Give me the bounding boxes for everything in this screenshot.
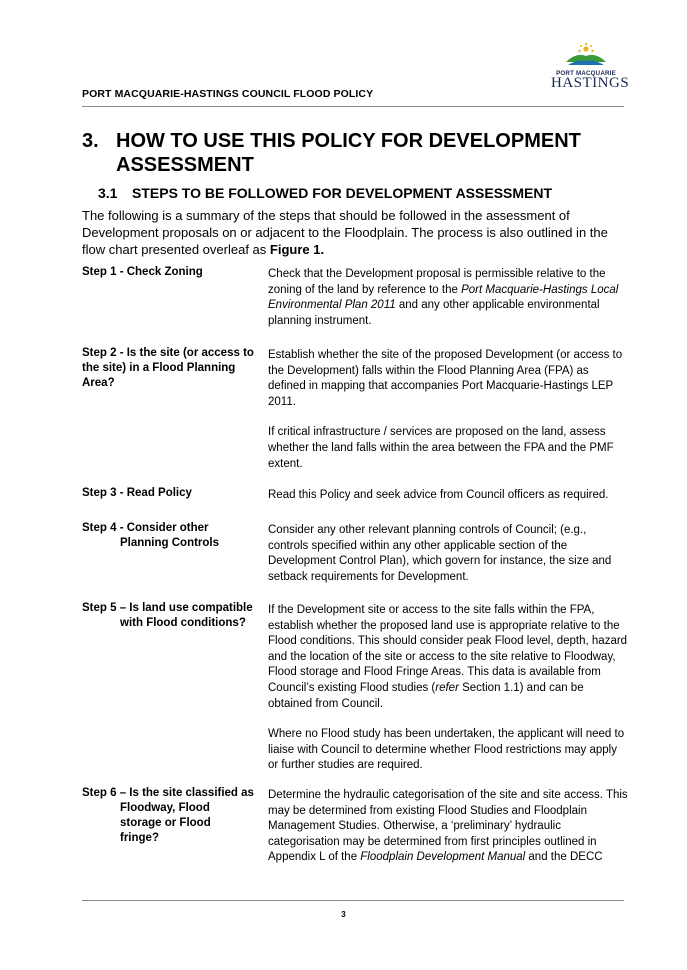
step-5-text <box>268 603 628 789</box>
step-4-label-line-1: Step 4 - Consider other <box>82 522 209 534</box>
step-6-label-line-2: Floodway, Flood <box>120 802 210 814</box>
step-6-text <box>268 788 628 866</box>
step-6-label-line-4: fringe? <box>120 832 159 844</box>
step-1-text-a: Check that the Development proposal is permissible relative to the zoning of the land by reference to the <box>268 268 606 296</box>
step-6-manual-title: Floodplain Development Manual <box>360 851 526 864</box>
step-6-label-line-1: Step 6 – Is the site classified as <box>82 787 254 799</box>
step-6-text-a: Determine the hydraulic categorisation of the site and site access. This may be determined from existing Flood Studies and Floodplain Management Studies. Otherwise, a ‘preliminary’ hydraulic categorisation may be determined from first principles outlined in Appendix L of the <box>268 789 628 864</box>
step-4-label-line-2: Planning Controls <box>120 537 220 549</box>
step-3-label: Step 3 - Read Policy <box>82 487 192 499</box>
logo-line-1: PORT MACQUARIE <box>556 70 616 77</box>
step-5-label-line-1: Step 5 – Is land use compatible <box>82 602 253 614</box>
subsection-number: 3.1 <box>98 185 118 201</box>
section-number: 3. <box>82 130 99 152</box>
running-header: PORT MACQUARIE-HASTINGS COUNCIL FLOOD POLICY <box>82 88 374 100</box>
step-3-text: Read this Policy and seek advice from Council officers as required. <box>268 489 609 501</box>
council-logo <box>551 42 630 94</box>
step-2-label: Step 2 - Is the site (or access to the site) in a Flood Planning Area? <box>82 347 254 389</box>
step-1-text-b: and any other applicable environmental planning instrument. <box>268 299 600 327</box>
step-5-label <box>82 601 260 631</box>
step-5-para-1-b: Section 1.1) and can be obtained from Council. <box>268 681 584 710</box>
intro-text: The following is a summary of the steps that should be followed in the assessment of Development proposals on or adjacent to the Floodplain. The process is also outlined in the flow chart presented overleaf as <box>82 208 608 257</box>
step-4-text: Consider any other relevant planning controls of Council; (e.g., controls specified within any other applicable section of the Development Control Plan), which govern for instance, the size and setback requirements for Development. <box>268 524 612 583</box>
step-5-label-line-2: with Flood conditions? <box>120 617 246 629</box>
step-6-label-line-3: storage or Flood <box>120 817 211 829</box>
section-title: HOW TO USE THIS POLICY FOR DEVELOPMENT ASSESSMENT <box>116 130 581 176</box>
step-1-label: Step 1 - Check Zoning <box>82 266 203 278</box>
step-6-label <box>82 786 260 846</box>
footer-rule <box>82 900 624 901</box>
page-number: 3 <box>341 910 346 919</box>
step-5-para-2: Where no Flood study has been undertaken, the applicant will need to liaise with Council to determine whether Flood restrictions may apply or further studies are required. <box>268 728 625 772</box>
step-2-para-1: Establish whether the site of the proposed Development (or access to the Development) falls within the Flood Planning Area (FPA) as defined in mapping that accompanies Port Macquarie-Hastings LEP 2011. <box>268 349 623 408</box>
step-6-text-b: and the DECC <box>525 851 603 864</box>
step-5-para-1-a: If the Development site or access to the site falls within the FPA, establish whether the proposed land use is appropriate relative to the Flood conditions. This should consider peak Flood level, depth, hazard and the location of the site or access to the site relative to Floodway, Flood storage and Flood Fringe Areas. This data is available from Council’s existing Flood studies ( <box>268 604 628 694</box>
logo-line-2: HASTINGS <box>551 75 630 91</box>
subsection-heading <box>98 185 552 201</box>
step-2-para-2: If critical infrastructure / services are proposed on the land, assess whether the land falls within the area between the FPA and the PMF extent. <box>268 426 614 470</box>
figure-reference: Figure 1. <box>269 242 325 257</box>
intro-paragraph <box>82 207 630 258</box>
step-1-text <box>268 267 628 329</box>
subsection-title: STEPS TO BE FOLLOWED FOR DEVELOPMENT ASSESSMENT <box>132 185 553 201</box>
step-4-label <box>82 521 260 551</box>
step-1-lep-title: Port Macquarie-Hastings Local Environmental Plan 2011 <box>268 283 619 312</box>
step-2-text <box>268 348 628 487</box>
header-rule <box>82 106 624 107</box>
step-5-refer: refer <box>435 681 459 694</box>
step-5-para-1 <box>268 603 628 712</box>
logo-mark-icon <box>564 42 608 68</box>
